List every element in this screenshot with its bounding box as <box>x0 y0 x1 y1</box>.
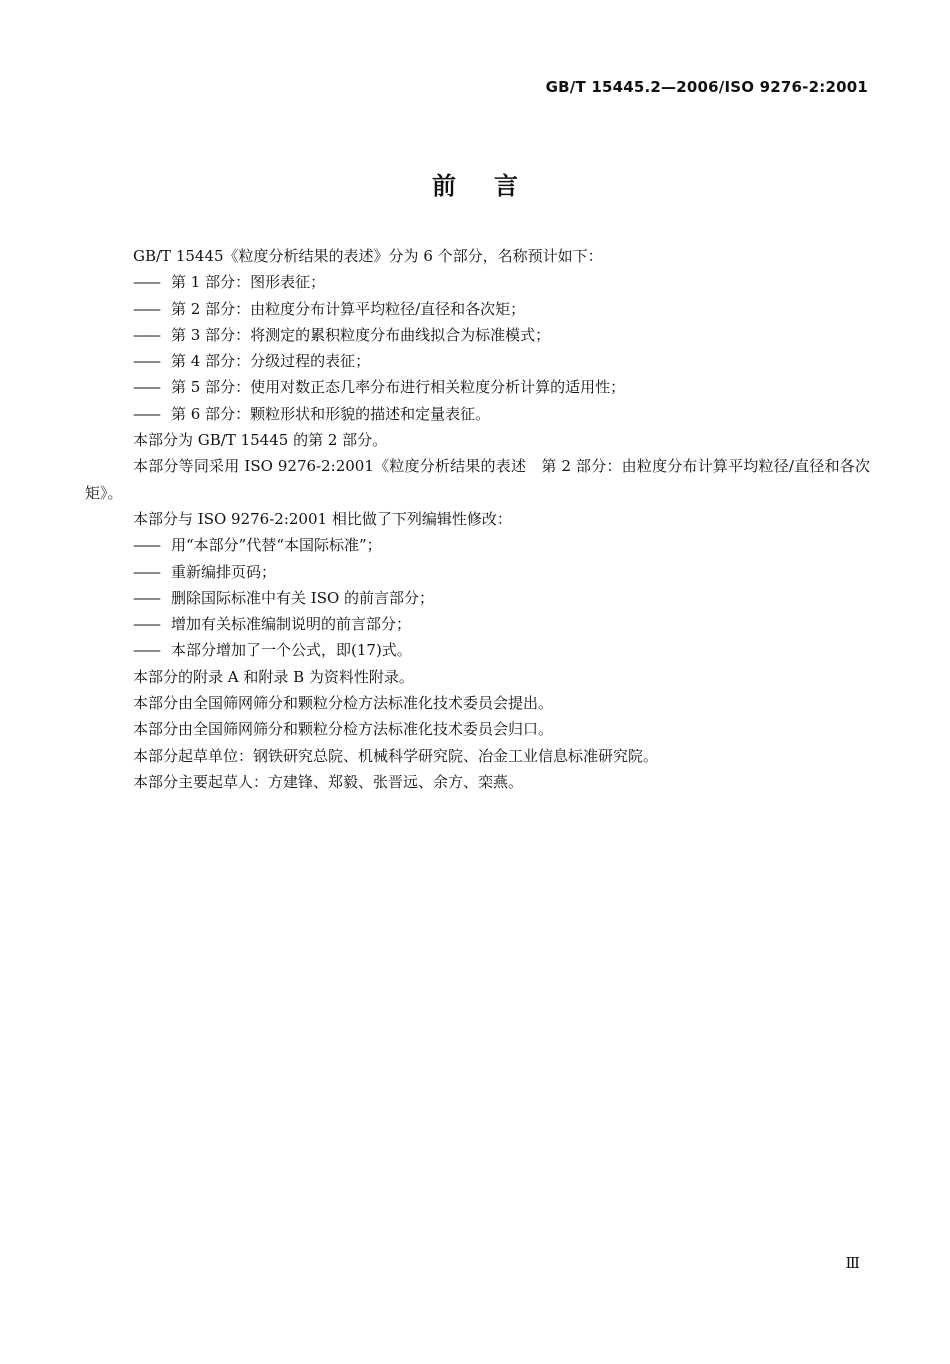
dash-marker: —— <box>133 536 159 555</box>
dash-marker: —— <box>133 615 159 634</box>
dash-marker: —— <box>133 299 159 318</box>
dash-marker: —— <box>133 378 159 397</box>
dash-marker: —— <box>133 352 159 371</box>
list-item <box>85 637 870 663</box>
list-item <box>85 322 870 348</box>
proposed-by-paragraph: 本部分由全国筛网筛分和颗粒分检方法标准化技术委员会提出。 <box>133 694 554 713</box>
list-item <box>85 374 870 400</box>
list-item <box>85 611 870 637</box>
change-item-4: 增加有关标准编制说明的前言部分； <box>171 615 412 634</box>
drafters-paragraph: 本部分主要起草人：方建锋、郑毅、张晋远、余方、栾燕。 <box>133 772 524 791</box>
this-part-paragraph: 本部分为 GB/T 15445 的第 2 部分。 <box>133 431 388 450</box>
intro-paragraph: GB/T 15445《粒度分析结果的表述》分为 6 个部分，名称预计如下： <box>133 247 603 265</box>
changes-intro-paragraph: 本部分与 ISO 9276-2:2001 相比做了下列编辑性修改： <box>133 509 512 528</box>
part-item-1: 第 1 部分：图形表征； <box>171 273 326 292</box>
list-item <box>85 559 870 585</box>
page-title: 前言 <box>432 172 556 200</box>
part-item-2: 第 2 部分：由粒度分布计算平均粒径/直径和各次矩； <box>171 299 526 318</box>
foreword-body <box>85 243 870 795</box>
dash-marker: —— <box>133 562 159 581</box>
part-item-5: 第 5 部分：使用对数正态几率分布进行相关粒度分析计算的适用性； <box>171 378 626 397</box>
managed-by-paragraph: 本部分由全国筛网筛分和颗粒分检方法标准化技术委员会归口。 <box>133 720 554 739</box>
drafting-units-paragraph: 本部分起草单位：钢铁研究总院、机械科学研究院、冶金工业信息标准研究院。 <box>133 746 659 765</box>
change-item-3: 删除国际标准中有关 ISO 的前言部分； <box>171 588 435 607</box>
change-item-2: 重新编排页码； <box>171 562 277 581</box>
equivalence-paragraph: 本部分等同采用 ISO 9276-2:2001《粒度分析结果的表述 第 2 部分：由粒度分布计算平均粒径/直径和各次矩》。 <box>85 457 870 502</box>
annex-paragraph: 本部分的附录 A 和附录 B 为资料性附录。 <box>133 667 414 686</box>
standard-number-header: GB/T 15445.2—2006/ISO 9276-2:2001 <box>545 78 868 96</box>
dash-marker: —— <box>133 325 159 344</box>
list-item <box>85 296 870 322</box>
dash-marker: —— <box>133 404 159 423</box>
list-item <box>85 401 870 427</box>
list-item <box>85 532 870 558</box>
part-item-3: 第 3 部分：将测定的累积粒度分布曲线拟合为标准模式； <box>171 325 551 344</box>
change-item-5: 本部分增加了一个公式，即(17)式。 <box>171 641 412 660</box>
list-item <box>85 269 870 295</box>
dash-marker: —— <box>133 273 159 292</box>
part-item-6: 第 6 部分：颗粒形状和形貌的描述和定量表征。 <box>171 404 491 423</box>
dash-marker: —— <box>133 588 159 607</box>
change-item-1: 用“本部分”代替“本国际标准”； <box>171 536 382 555</box>
list-item <box>85 585 870 611</box>
part-item-4: 第 4 部分：分级过程的表征； <box>171 352 371 371</box>
dash-marker: —— <box>133 641 159 660</box>
page-number: Ⅲ <box>845 1254 860 1272</box>
list-item <box>85 348 870 374</box>
